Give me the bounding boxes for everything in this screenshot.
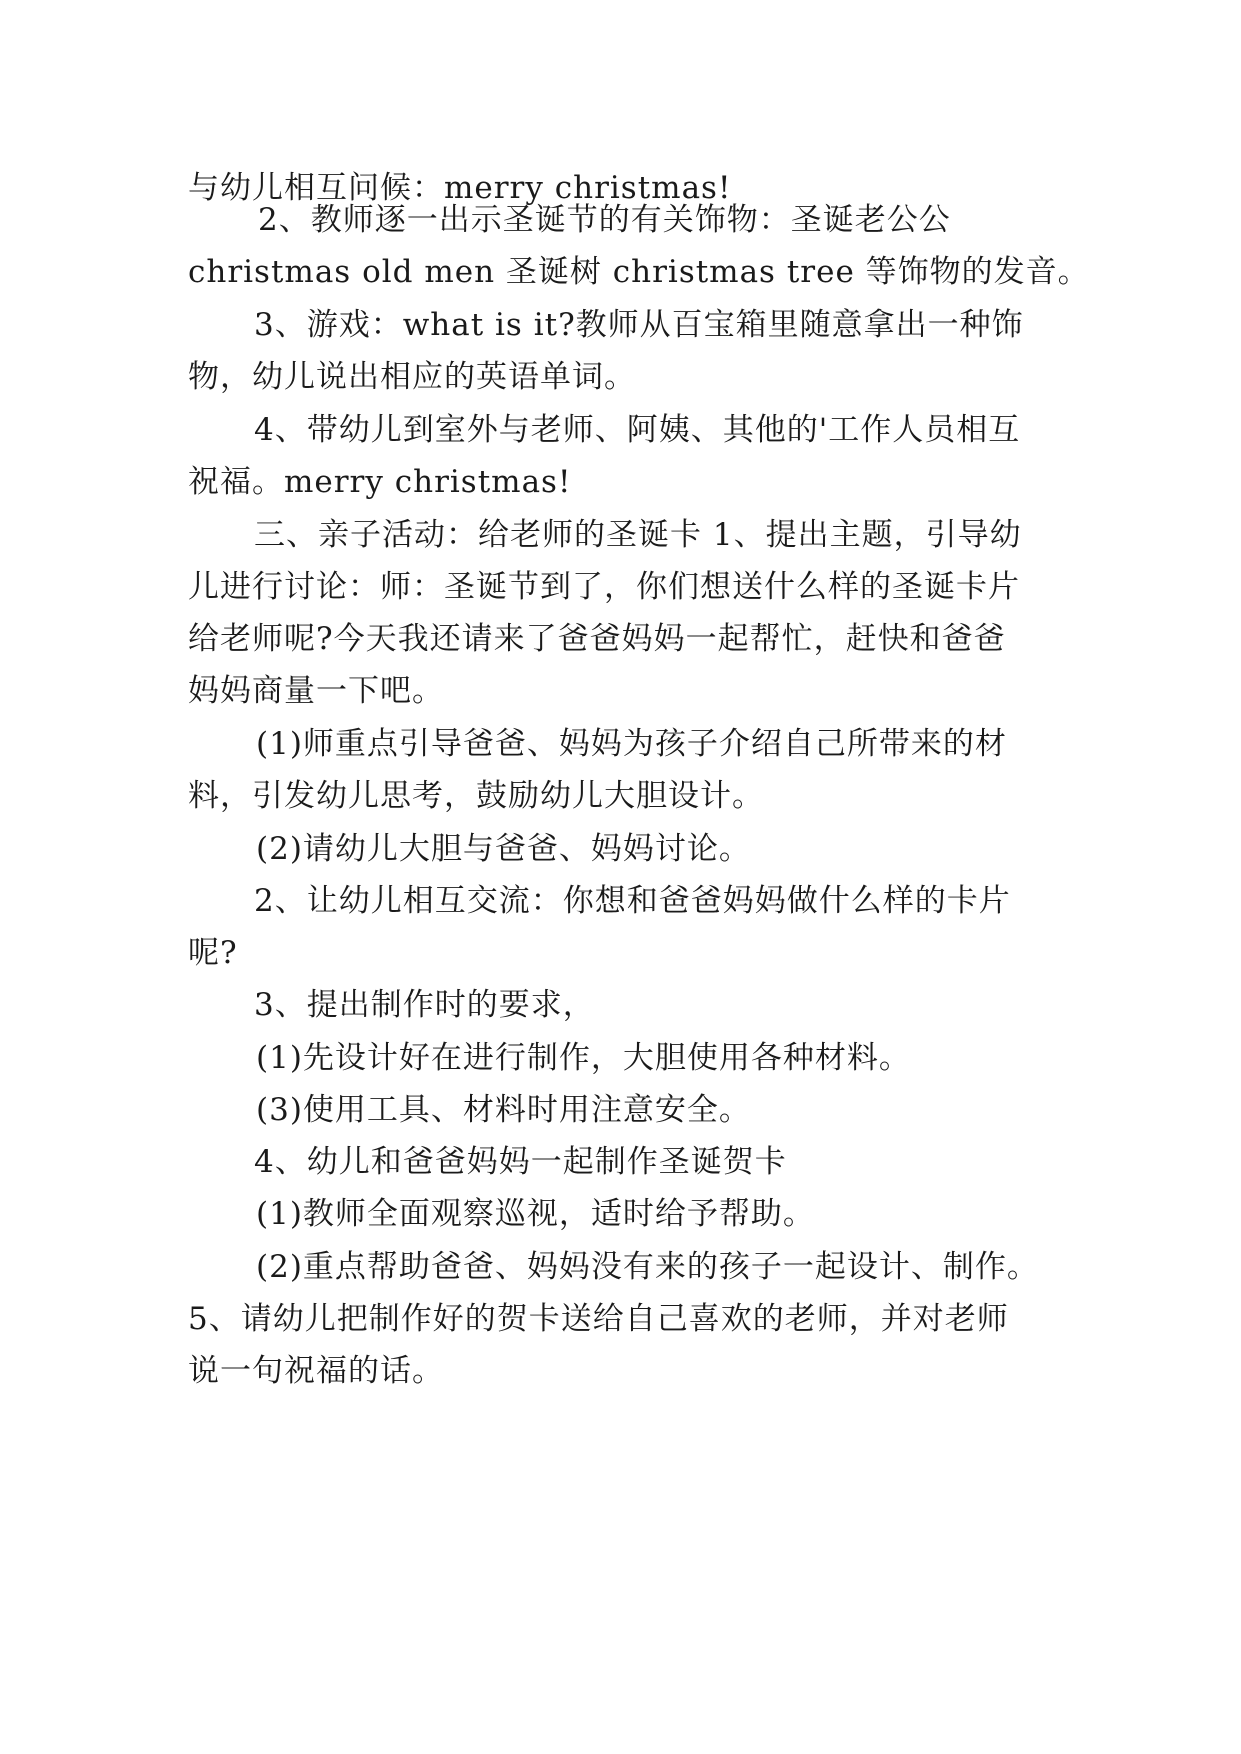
text-line: 儿进行讨论：师：圣诞节到了，你们想送什么样的圣诞卡片 bbox=[188, 569, 1020, 605]
text-line: (2)重点帮助爸爸、妈妈没有来的孩子一起设计、制作。 bbox=[256, 1249, 1039, 1285]
text-line: 3、提出制作时的要求， bbox=[254, 987, 595, 1023]
text-line: 物，幼儿说出相应的英语单词。 bbox=[188, 359, 636, 395]
text-line: 妈妈商量一下吧。 bbox=[188, 673, 444, 709]
text-line: (1)师重点引导爸爸、妈妈为孩子介绍自己所带来的材 bbox=[256, 726, 1007, 762]
text-line: (2)请幼儿大胆与爸爸、妈妈讨论。 bbox=[256, 831, 751, 867]
text-line: 呢? bbox=[188, 935, 238, 971]
text-line: 料，引发幼儿思考，鼓励幼儿大胆设计。 bbox=[188, 778, 764, 814]
text-line: (3)使用工具、材料时用注意安全。 bbox=[256, 1092, 751, 1128]
text-line: 与幼儿相互问候：merry christmas! bbox=[188, 170, 732, 206]
text-line: (1)先设计好在进行制作，大胆使用各种材料。 bbox=[256, 1040, 911, 1076]
text-line: 给老师呢?今天我还请来了爸爸妈妈一起帮忙，赶快和爸爸 bbox=[188, 621, 1006, 657]
text-line: 2、让幼儿相互交流：你想和爸爸妈妈做什么样的卡片 bbox=[254, 883, 1011, 919]
text-line: 5、请幼儿把制作好的贺卡送给自己喜欢的老师，并对老师 bbox=[188, 1301, 1009, 1337]
text-line: (1)教师全面观察巡视，适时给予帮助。 bbox=[256, 1196, 815, 1232]
text-line: 3、游戏：what is it?教师从百宝箱里随意拿出一种饰 bbox=[254, 307, 1024, 343]
text-line: christmas old men 圣诞树 christmas tree 等饰物的发音。 bbox=[188, 254, 1090, 290]
text-line: 4、带幼儿到室外与老师、阿姨、其他的'工作人员相互 bbox=[254, 412, 1021, 448]
text-line: 4、幼儿和爸爸妈妈一起制作圣诞贺卡 bbox=[254, 1144, 787, 1180]
text-line: 2、教师逐一出示圣诞节的有关饰物：圣诞老公公 bbox=[258, 202, 951, 238]
text-line: 说一句祝福的话。 bbox=[188, 1353, 444, 1389]
text-line: 祝福。merry christmas! bbox=[188, 464, 572, 500]
text-line: 三、亲子活动：给老师的圣诞卡 1、提出主题，引导幼 bbox=[254, 517, 1022, 553]
